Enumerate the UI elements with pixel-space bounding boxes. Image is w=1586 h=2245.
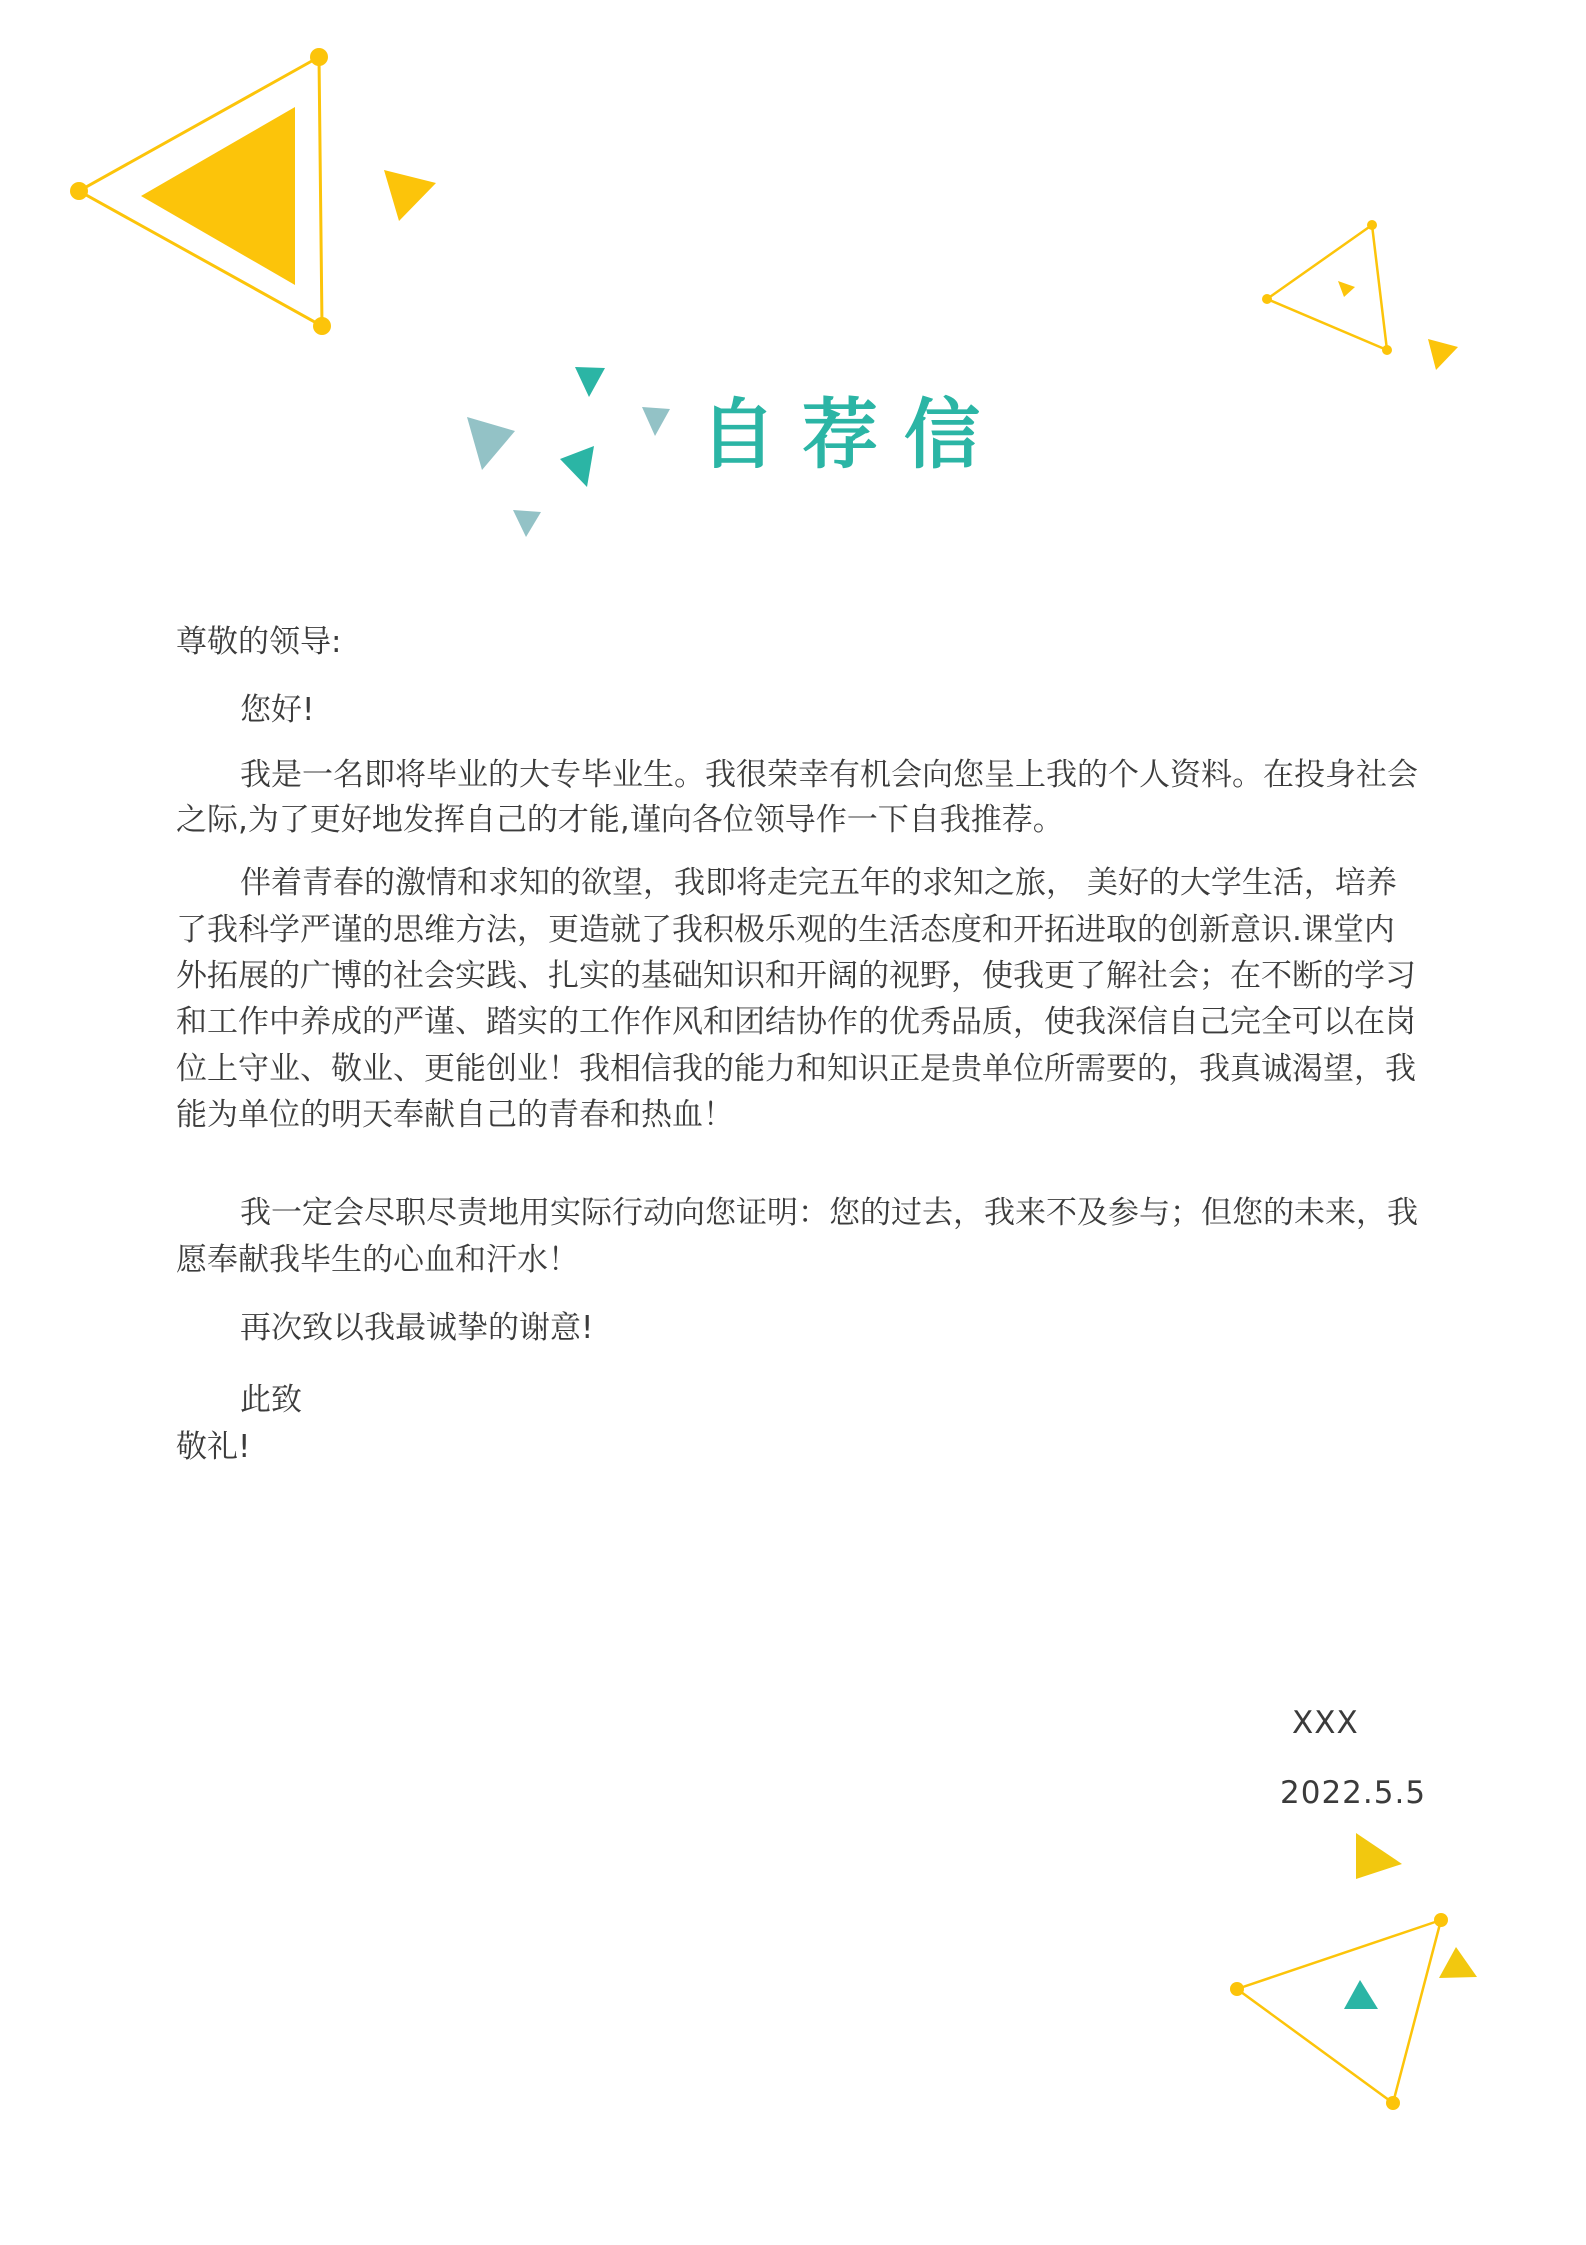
bottom-right-triangle-group bbox=[1230, 1833, 1477, 2110]
paragraph-line: 之际,为了更好地发挥自己的才能,谨向各位领导作一下自我推荐。 bbox=[176, 802, 1064, 838]
triangle-outline-icon bbox=[1267, 225, 1387, 350]
vertex-dot-icon bbox=[70, 182, 88, 200]
vertex-dot-icon bbox=[1434, 1913, 1448, 1927]
vertex-dot-icon bbox=[1262, 294, 1272, 304]
paragraph-line: 我一定会尽职尽责地用实际行动向您证明：您的过去，我来不及参与；但您的未来，我 bbox=[240, 1195, 1418, 1231]
triangle-solid-icon bbox=[141, 107, 295, 285]
vertex-dot-icon bbox=[1367, 220, 1377, 230]
paragraph-line: 外拓展的广博的社会实践、扎实的基础知识和开阔的视野，使我更了解社会；在不断的学习 bbox=[176, 958, 1416, 994]
paragraph-line: 位上守业、敬业、更能创业！我相信我的能力和知识正是贵单位所需要的，我真诚渴望，我 bbox=[176, 1051, 1416, 1087]
paragraph-line: 我是一名即将毕业的大专毕业生。我很荣幸有机会向您呈上我的个人资料。在投身社会 bbox=[240, 757, 1418, 793]
title-triangle-group bbox=[467, 367, 670, 537]
triangle-solid-icon bbox=[1439, 1947, 1477, 1978]
triangle-solid-icon bbox=[560, 446, 594, 487]
signature-date: 2022.5.5 bbox=[1280, 1775, 1427, 1811]
top-right-triangle-group bbox=[1262, 220, 1458, 370]
paragraph-line: 伴着青春的激情和求知的欲望，我即将走完五年的求知之旅， 美好的大学生活，培养 bbox=[240, 865, 1397, 901]
vertex-dot-icon bbox=[1230, 1982, 1244, 1996]
paragraph-line: 能为单位的明天奉献自己的青春和热血！ bbox=[176, 1097, 734, 1133]
triangle-solid-icon bbox=[467, 417, 515, 470]
closing-line-2: 敬礼! bbox=[176, 1429, 251, 1465]
triangle-solid-icon bbox=[1338, 281, 1355, 297]
triangle-solid-icon bbox=[1344, 1980, 1378, 2009]
paragraph-line: 了我科学严谨的思维方法，更造就了我积极乐观的生活态度和开拓进取的创新意识.课堂内 bbox=[176, 912, 1395, 948]
triangle-solid-icon bbox=[575, 367, 605, 397]
page-title: 自荐信 bbox=[700, 390, 1006, 479]
triangle-solid-icon bbox=[1428, 339, 1458, 370]
vertex-dot-icon bbox=[313, 317, 331, 335]
greeting: 您好! bbox=[240, 692, 315, 728]
vertex-dot-icon bbox=[1382, 345, 1392, 355]
paragraph-thanks: 再次致以我最诚挚的谢意! bbox=[240, 1310, 594, 1346]
triangle-solid-icon bbox=[384, 170, 436, 221]
paragraph-line: 愿奉献我毕生的心血和汗水！ bbox=[176, 1242, 579, 1278]
closing-line-1: 此致 bbox=[240, 1382, 302, 1418]
paragraph-line: 和工作中养成的严谨、踏实的工作作风和团结协作的优秀品质，使我深信自己完全可以在岗 bbox=[176, 1004, 1416, 1040]
triangle-solid-icon bbox=[642, 407, 670, 436]
vertex-dot-icon bbox=[310, 48, 328, 66]
triangle-solid-icon bbox=[513, 510, 541, 537]
triangle-outline-icon bbox=[79, 57, 322, 326]
triangle-solid-icon bbox=[1356, 1833, 1402, 1879]
top-left-triangle-group bbox=[70, 48, 436, 335]
signature-name: XXX bbox=[1292, 1705, 1359, 1741]
vertex-dot-icon bbox=[1386, 2096, 1400, 2110]
triangle-outline-icon bbox=[1237, 1920, 1441, 2103]
salutation: 尊敬的领导: bbox=[176, 624, 342, 660]
